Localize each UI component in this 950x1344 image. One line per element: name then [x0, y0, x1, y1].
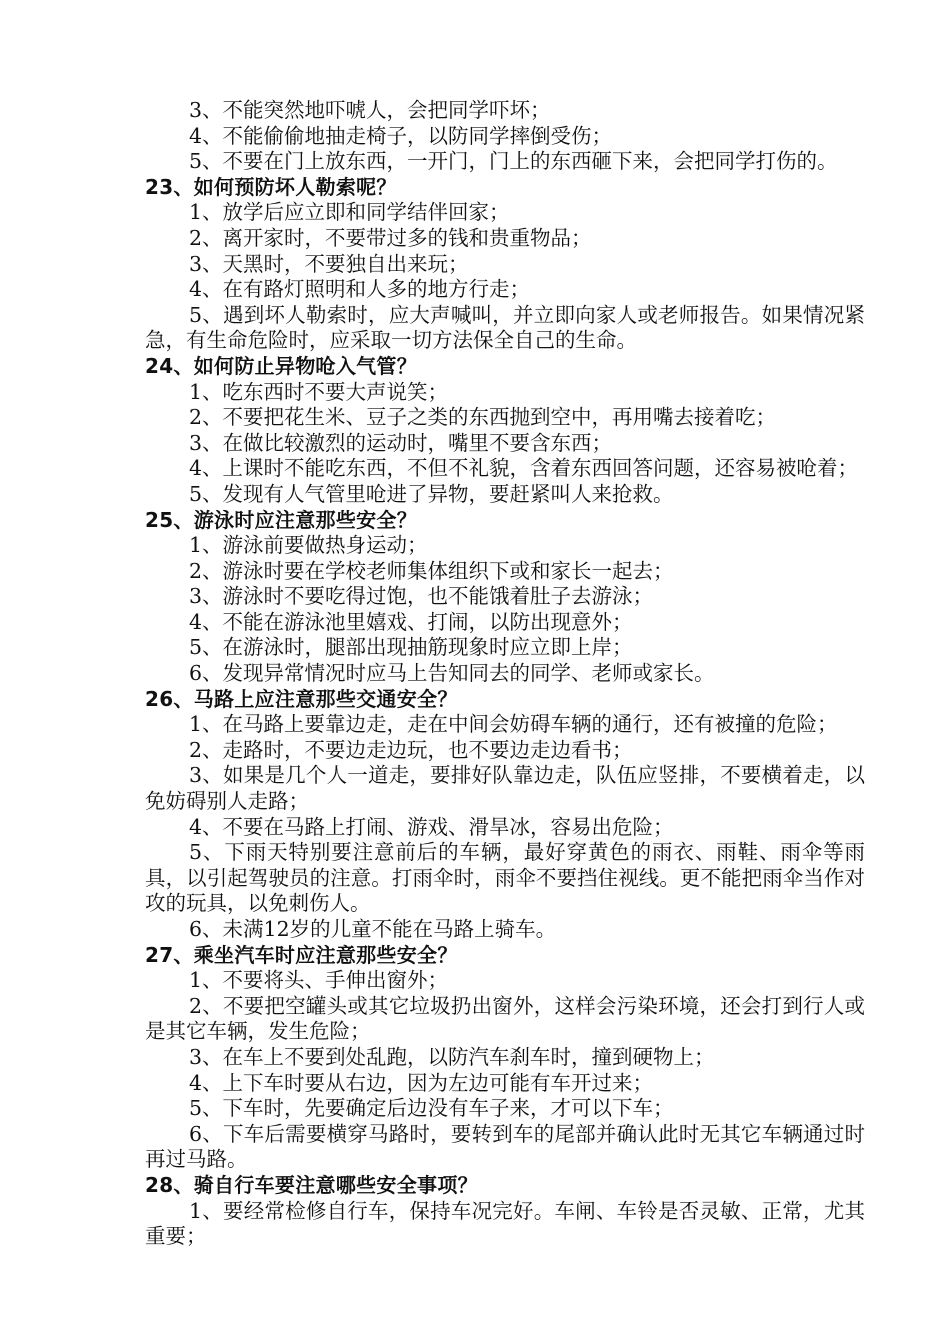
- list-item: 1、放学后应立即和同学结伴回家；: [189, 200, 510, 225]
- list-item: 4、在有路灯照明和人多的地方行走；: [189, 277, 531, 302]
- list-item: 4、上课时不能吃东西，不但不礼貌，含着东西回答问题，还容易被呛着；: [189, 456, 859, 481]
- list-item: 1、在马路上要靠边走，走在中间会妨碍车辆的通行，还有被撞的危险；: [189, 712, 838, 737]
- list-item: 6、下车后需要横穿马路时，要转到车的尾部并确认此时无其它车辆通过时再过马路。: [145, 1121, 865, 1172]
- list-item: 1、游泳前要做热身运动；: [189, 533, 428, 558]
- list-item: 1、要经常检修自行车，保持车况完好。车闸、车铃是否灵敏、正常，尤其重要；: [145, 1198, 865, 1249]
- section-26: [145, 687, 865, 943]
- list-item: 1、吃东西时不要大声说笑；: [189, 379, 449, 404]
- list-item: 2、走路时，不要边走边玩，也不要边走边看书；: [189, 737, 633, 762]
- section-heading: 26、马路上应注意那些交通安全？: [145, 686, 458, 711]
- section-heading: 28、骑自行车要注意哪些安全事项？: [145, 1172, 478, 1197]
- list-item: 2、离开家时，不要带过多的钱和贵重物品；: [189, 225, 592, 250]
- list-item: 5、下车时，先要确定后边没有车子来，才可以下车；: [189, 1096, 674, 1121]
- section-23: [145, 175, 865, 354]
- list-item: 5、不要在门上放东西，一开门，门上的东西砸下来，会把同学打伤的。: [189, 149, 838, 174]
- list-item: 5、发现有人气管里呛进了异物，要赶紧叫人来抢救。: [189, 481, 674, 506]
- list-item: 5、在游泳时，腿部出现抽筋现象时应立即上岸；: [189, 635, 633, 660]
- section-heading: 25、游泳时应注意那些安全？: [145, 507, 418, 532]
- list-item: 3、不能突然地吓唬人，会把同学吓坏；: [189, 98, 551, 122]
- section-continued: [145, 98, 865, 175]
- list-item: 3、在做比较激烈的运动时，嘴里不要含东西；: [189, 430, 613, 455]
- list-item: 3、天黑时，不要独自出来玩；: [189, 251, 469, 276]
- list-item: 4、不能在游泳池里嬉戏、打闹，以防出现意外；: [189, 609, 633, 634]
- list-item: 4、不要在马路上打闹、游戏、滑旱冰，容易出危险；: [189, 814, 674, 839]
- list-item: 4、不能偷偷地抽走椅子，以防同学摔倒受伤；: [189, 123, 613, 148]
- section-25: [145, 508, 865, 687]
- list-item: 3、在车上不要到处乱跑，以防汽车刹车时，撞到硬物上；: [189, 1044, 715, 1069]
- section-24: [145, 354, 865, 508]
- list-item: 1、不要将头、手伸出窗外；: [189, 968, 449, 993]
- list-item: 2、不要把花生米、豆子之类的东西抛到空中，再用嘴去接着吃；: [189, 405, 777, 430]
- list-item: 3、游泳时不要吃得过饱，也不能饿着肚子去游泳；: [189, 584, 654, 609]
- list-item: 3、如果是几个人一道走，要排好队靠边走，队伍应竖排，不要横着走，以免妨碍别人走路；: [145, 763, 865, 814]
- section-heading: 27、乘坐汽车时应注意那些安全？: [145, 942, 458, 967]
- list-item: 6、发现异常情况时应马上告知同去的同学、老师或家长。: [189, 661, 715, 686]
- document-body: [145, 98, 865, 1250]
- list-item: 2、不要把空罐头或其它垃圾扔出窗外，这样会污染环境，还会打到行人或是其它车辆，发生危险；: [145, 993, 865, 1044]
- section-heading: 23、如何预防坏人勒索呢？: [145, 174, 397, 199]
- list-item: 2、游泳时要在学校老师集体组织下或和家长一起去；: [189, 558, 674, 583]
- section-28: [145, 1173, 865, 1250]
- list-item: 5、下雨天特别要注意前后的车辆，最好穿黄色的雨衣、雨鞋、雨伞等雨具，以引起驾驶员的注意。打雨伞时，雨伞不要挡住视线。更不能把雨伞当作对攻的玩具，以免刺伤人。: [145, 840, 865, 916]
- list-item: 5、遇到坏人勒索时，应大声喊叫，并立即向家人或老师报告。如果情况紧急，有生命危险时，应采取一切方法保全自己的生命。: [145, 302, 865, 353]
- list-item: 6、未满12岁的儿童不能在马路上骑车。: [189, 917, 557, 941]
- section-heading: 24、如何防止异物呛入气管？: [145, 353, 418, 378]
- section-27: [145, 943, 865, 1173]
- list-item: 4、上下车时要从右边，因为左边可能有车开过来；: [189, 1070, 654, 1095]
